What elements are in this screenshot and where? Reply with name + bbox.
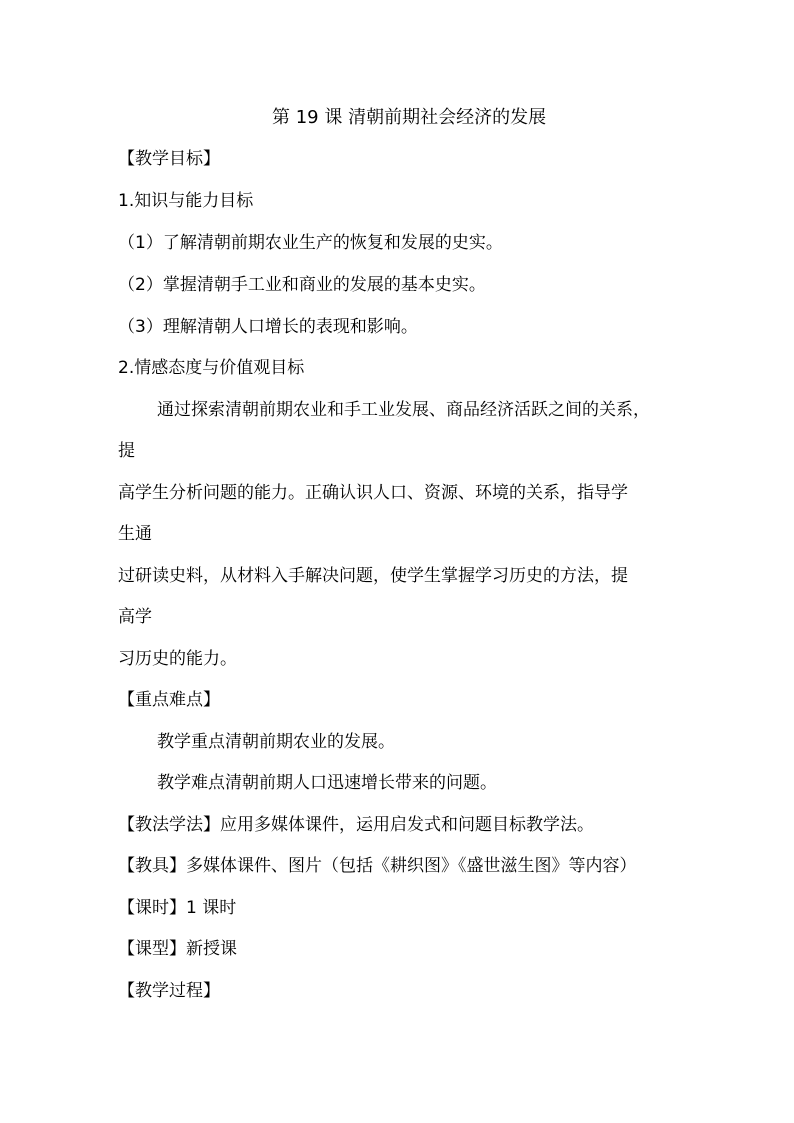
emotion-paragraph-line-1: 通过探索清朝前期农业和手工业发展、商品经济活跃之间的关系，: [157, 400, 650, 420]
knowledge-item-3: （3）理解清朝人口增长的表现和影响。: [118, 317, 418, 337]
teaching-methods: 【教法学法】应用多媒体课件，运用启发式和问题目标教学法。: [118, 815, 594, 835]
emotion-paragraph-line-4: 生通: [118, 524, 152, 544]
emotion-paragraph-line-6: 高学: [118, 607, 152, 627]
emotion-paragraph-line-3: 高学生分析问题的能力。正确认识人口、资源、环境的关系，指导学: [118, 483, 628, 503]
difficult-point: 教学难点清朝前期人口迅速增长带来的问题。: [157, 773, 497, 793]
emotion-paragraph-line-5: 过研读史料，从材料入手解决问题，使学生掌握学习历史的方法，提: [118, 566, 628, 586]
key-point: 教学重点清朝前期农业的发展。: [157, 732, 395, 752]
section-heading-key-points: 【重点难点】: [118, 690, 220, 710]
knowledge-item-2: （2）掌握清朝手工业和商业的发展的基本史实。: [118, 275, 486, 295]
emotion-paragraph-line-7: 习历史的能力。: [118, 649, 237, 669]
teaching-tools: 【教具】多媒体课件、图片（包括《耕织图》《盛世滋生图》等内容）: [118, 856, 637, 876]
emotion-heading: 2.情感态度与价值观目标: [118, 358, 305, 378]
emotion-paragraph-line-2: 提: [118, 441, 135, 461]
page-title: 第 19 课 清朝前期社会经济的发展: [272, 107, 547, 128]
class-hours: 【课时】1 课时: [118, 898, 237, 918]
lesson-type: 【课型】新授课: [118, 939, 237, 959]
section-heading-objectives: 【教学目标】: [118, 149, 220, 169]
knowledge-heading: 1.知识与能力目标: [118, 191, 254, 211]
section-heading-process: 【教学过程】: [118, 981, 220, 1001]
knowledge-item-1: （1）了解清朝前期农业生产的恢复和发展的史实。: [118, 233, 503, 253]
